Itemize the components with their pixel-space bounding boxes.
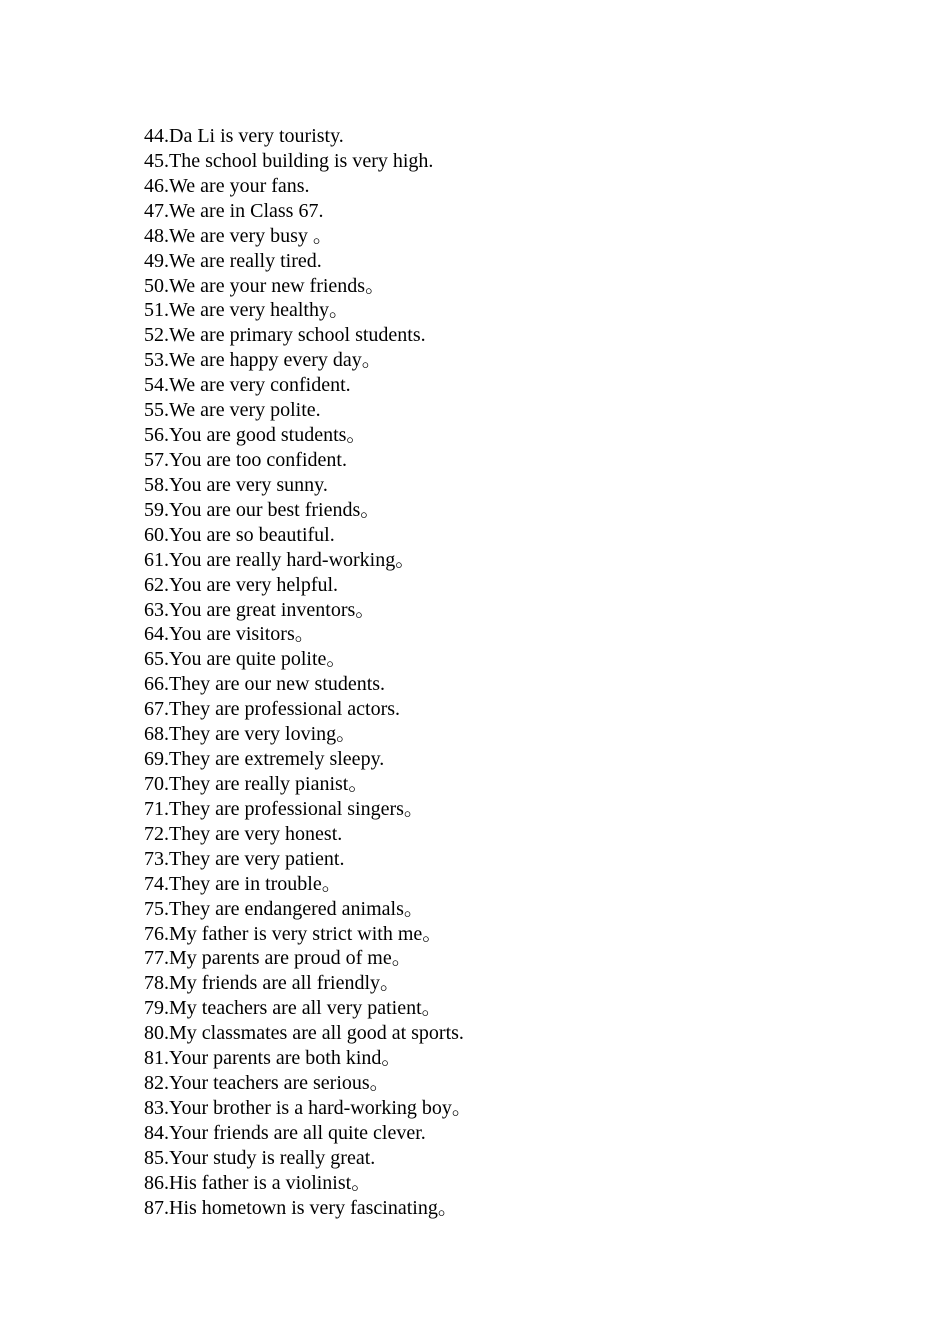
sentence-line: 59.You are our best friends。 [144, 498, 381, 521]
sentence-line: 56.You are good students。 [144, 424, 367, 447]
sentence-line: 49.We are really tired. [144, 249, 322, 272]
sentence-line: 87.His hometown is very fascinating。 [144, 1196, 458, 1219]
sentence-line: 85.Your study is really great. [144, 1146, 376, 1169]
sentence-line: 73.They are very patient. [144, 847, 345, 870]
sentence-line: 83.Your brother is a hard-working boy。 [144, 1096, 472, 1119]
sentence-line: 53.We are happy every day。 [144, 349, 382, 372]
sentence-line: 44.Da Li is very touristy. [144, 125, 344, 147]
sentence-line: 65.You are quite polite。 [144, 648, 347, 671]
sentence-line: 71.They are professional singers。 [144, 797, 424, 820]
sentence-line: 50.We are your new friends。 [144, 274, 386, 297]
sentence-line: 60.You are so beautiful. [144, 523, 335, 546]
sentence-line: 48.We are very busy 。 [144, 224, 333, 247]
sentence-line: 64.You are visitors。 [144, 623, 315, 646]
sentence-line: 72.They are very honest. [144, 822, 343, 845]
sentence-line: 68.They are very loving。 [144, 723, 357, 746]
sentence-line: 75.They are endangered animals。 [144, 897, 424, 920]
sentence-line: 70.They are really pianist。 [144, 772, 369, 795]
sentence-line: 86.His father is a violinist。 [144, 1171, 372, 1194]
sentence-line: 57.You are too confident. [144, 448, 347, 471]
sentence-line: 46.We are your fans. [144, 174, 310, 197]
sentence-line: 81.Your parents are both kind。 [144, 1047, 402, 1070]
sentence-line: 54.We are very confident. [144, 374, 351, 397]
sentence-line: 52.We are primary school students. [144, 324, 426, 347]
sentence-line: 45.The school building is very high. [144, 149, 434, 172]
sentence-line: 80.My classmates are all good at sports. [144, 1022, 464, 1045]
sentence-line: 76.My father is very strict with me。 [144, 922, 443, 945]
sentence-line: 63.You are great inventors。 [144, 598, 376, 621]
sentence-list [144, 124, 472, 1221]
sentence-line: 69.They are extremely sleepy. [144, 748, 385, 771]
sentence-line: 67.They are professional actors. [144, 698, 401, 721]
sentence-line: 77.My parents are proud of me。 [144, 947, 412, 970]
sentence-line: 58.You are very sunny. [144, 473, 328, 496]
sentence-line: 82.Your teachers are serious。 [144, 1072, 390, 1095]
sentence-line: 74.They are in trouble。 [144, 872, 342, 895]
sentence-line: 51.We are very healthy。 [144, 299, 349, 322]
sentence-line: 61.You are really hard-working。 [144, 548, 416, 571]
sentence-line: 79.My teachers are all very patient。 [144, 997, 442, 1020]
sentence-line: 55.We are very polite. [144, 399, 321, 422]
sentence-line: 62.You are very helpful. [144, 573, 339, 596]
sentence-line: 78.My friends are all friendly。 [144, 972, 401, 995]
sentence-line: 47.We are in Class 67. [144, 199, 324, 222]
sentence-line: 84.Your friends are all quite clever. [144, 1121, 426, 1144]
sentence-line: 66.They are our new students. [144, 673, 386, 696]
